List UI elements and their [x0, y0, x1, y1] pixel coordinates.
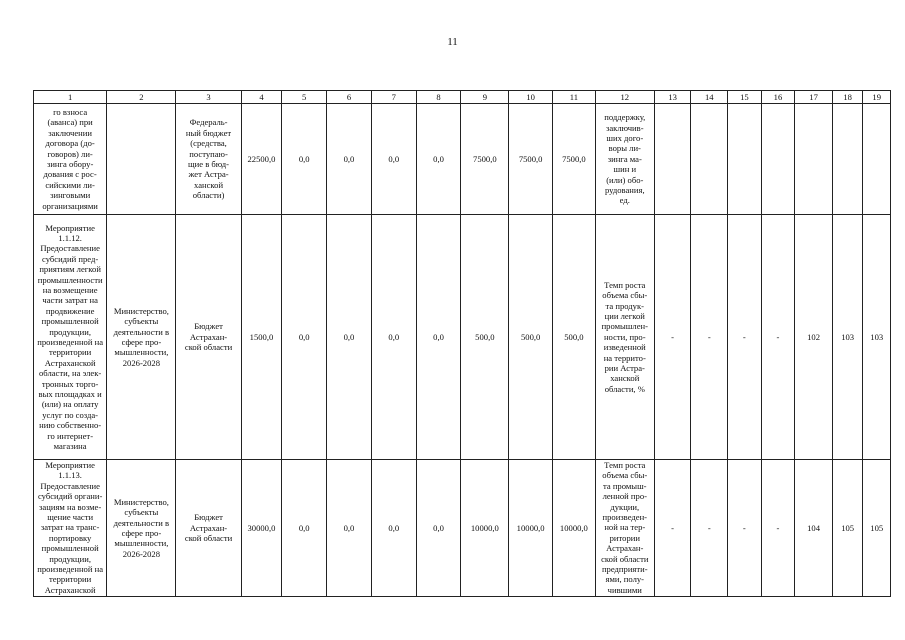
- value-cell: -: [691, 460, 728, 597]
- value-cell: 103: [832, 215, 863, 460]
- value-cell: 105: [832, 460, 863, 597]
- col-header: 16: [761, 91, 795, 104]
- col-header: 8: [416, 91, 461, 104]
- value-cell: 7500,0: [461, 104, 509, 215]
- value-cell: 0,0: [416, 460, 461, 597]
- value-cell: 500,0: [509, 215, 553, 460]
- col-header: 3: [176, 91, 241, 104]
- value-cell: [832, 104, 863, 215]
- table-row: [34, 104, 891, 215]
- col-header: 15: [728, 91, 762, 104]
- table-header-row: [34, 91, 891, 104]
- indicator-cell: Темп роста объема сбы- та промыш- ленной про- дукции, произведен- ной на тер- ритории Астрахан- ской области предприяти- ями, полу- чившими: [595, 460, 654, 597]
- col-header: 7: [371, 91, 416, 104]
- value-cell: -: [728, 460, 762, 597]
- value-cell: -: [654, 215, 691, 460]
- value-cell: 0,0: [282, 215, 327, 460]
- value-cell: 22500,0: [241, 104, 282, 215]
- col-header: 2: [107, 91, 176, 104]
- col-header: 14: [691, 91, 728, 104]
- value-cell: 500,0: [461, 215, 509, 460]
- col-header: 12: [595, 91, 654, 104]
- value-cell: 104: [795, 460, 833, 597]
- executor-cell: [107, 104, 176, 215]
- value-cell: 0,0: [371, 460, 416, 597]
- col-header: 6: [327, 91, 372, 104]
- value-cell: [654, 104, 691, 215]
- funding-source-cell: Бюджет Астрахан- ской области: [176, 460, 241, 597]
- value-cell: 7500,0: [509, 104, 553, 215]
- executor-cell: Министерство, субъекты деятельности в сфере про- мышленности, 2026-2028: [107, 215, 176, 460]
- value-cell: 0,0: [327, 104, 372, 215]
- funding-source-cell: Федераль- ный бюджет (средства, поступаю- щие в бюд- жет Астра- ханской области): [176, 104, 241, 215]
- value-cell: 10000,0: [509, 460, 553, 597]
- value-cell: 0,0: [416, 104, 461, 215]
- value-cell: 7500,0: [553, 104, 596, 215]
- value-cell: [728, 104, 762, 215]
- col-header: 17: [795, 91, 833, 104]
- program-table: [33, 90, 891, 597]
- value-cell: [863, 104, 891, 215]
- col-header: 10: [509, 91, 553, 104]
- indicator-cell: поддержку, заключив- ших дого- воры ли- зинга ма- шин и (или) обо- рудования, ед.: [595, 104, 654, 215]
- value-cell: -: [761, 215, 795, 460]
- activity-cell: го взноса (аванса) при заключении договора (до- говоров) ли- зинга обору- дования с рос- сийскими ли- зинговыми организациями: [34, 104, 107, 215]
- table-row: [34, 460, 891, 597]
- col-header: 4: [241, 91, 282, 104]
- value-cell: -: [728, 215, 762, 460]
- value-cell: 103: [863, 215, 891, 460]
- col-header: 1: [34, 91, 107, 104]
- value-cell: 0,0: [282, 460, 327, 597]
- value-cell: [691, 104, 728, 215]
- value-cell: 10000,0: [553, 460, 596, 597]
- executor-cell: Министерство, субъекты деятельности в сфере про- мышленности, 2026-2028: [107, 460, 176, 597]
- value-cell: 30000,0: [241, 460, 282, 597]
- col-header: 19: [863, 91, 891, 104]
- col-header: 9: [461, 91, 509, 104]
- col-header: 13: [654, 91, 691, 104]
- value-cell: 1500,0: [241, 215, 282, 460]
- value-cell: [761, 104, 795, 215]
- value-cell: 0,0: [371, 215, 416, 460]
- col-header: 5: [282, 91, 327, 104]
- value-cell: 0,0: [371, 104, 416, 215]
- table-row: [34, 215, 891, 460]
- col-header: 11: [553, 91, 596, 104]
- indicator-cell: Темп роста объема сбы- та продук- ции легкой промышлен- ности, про- изведенной на террито- рии Астра- ханской области, %: [595, 215, 654, 460]
- value-cell: 0,0: [327, 460, 372, 597]
- value-cell: 0,0: [327, 215, 372, 460]
- value-cell: 10000,0: [461, 460, 509, 597]
- value-cell: 0,0: [416, 215, 461, 460]
- activity-cell: Мероприятие 1.1.12. Предоставление субсидий пред- приятиям легкой промышленности на возмещение части затрат на продвижение промышленной продукции, произведенной на территории Астраханской области, на элек- тронных торго- вых площадках и (или) на оплату услуг по созда- нию собственно- го интернет- магазина: [34, 215, 107, 460]
- value-cell: 0,0: [282, 104, 327, 215]
- value-cell: 105: [863, 460, 891, 597]
- col-header: 18: [832, 91, 863, 104]
- activity-cell: Мероприятие 1.1.13. Предоставление субсидий органи- зациям на возме- щение части затрат на транс- портировку промышленной продукции, произведенной на территории Астраханской: [34, 460, 107, 597]
- value-cell: [795, 104, 833, 215]
- value-cell: 102: [795, 215, 833, 460]
- page-number: 11: [447, 36, 458, 48]
- value-cell: 500,0: [553, 215, 596, 460]
- value-cell: -: [654, 460, 691, 597]
- value-cell: -: [691, 215, 728, 460]
- funding-source-cell: Бюджет Астрахан- ской области: [176, 215, 241, 460]
- value-cell: -: [761, 460, 795, 597]
